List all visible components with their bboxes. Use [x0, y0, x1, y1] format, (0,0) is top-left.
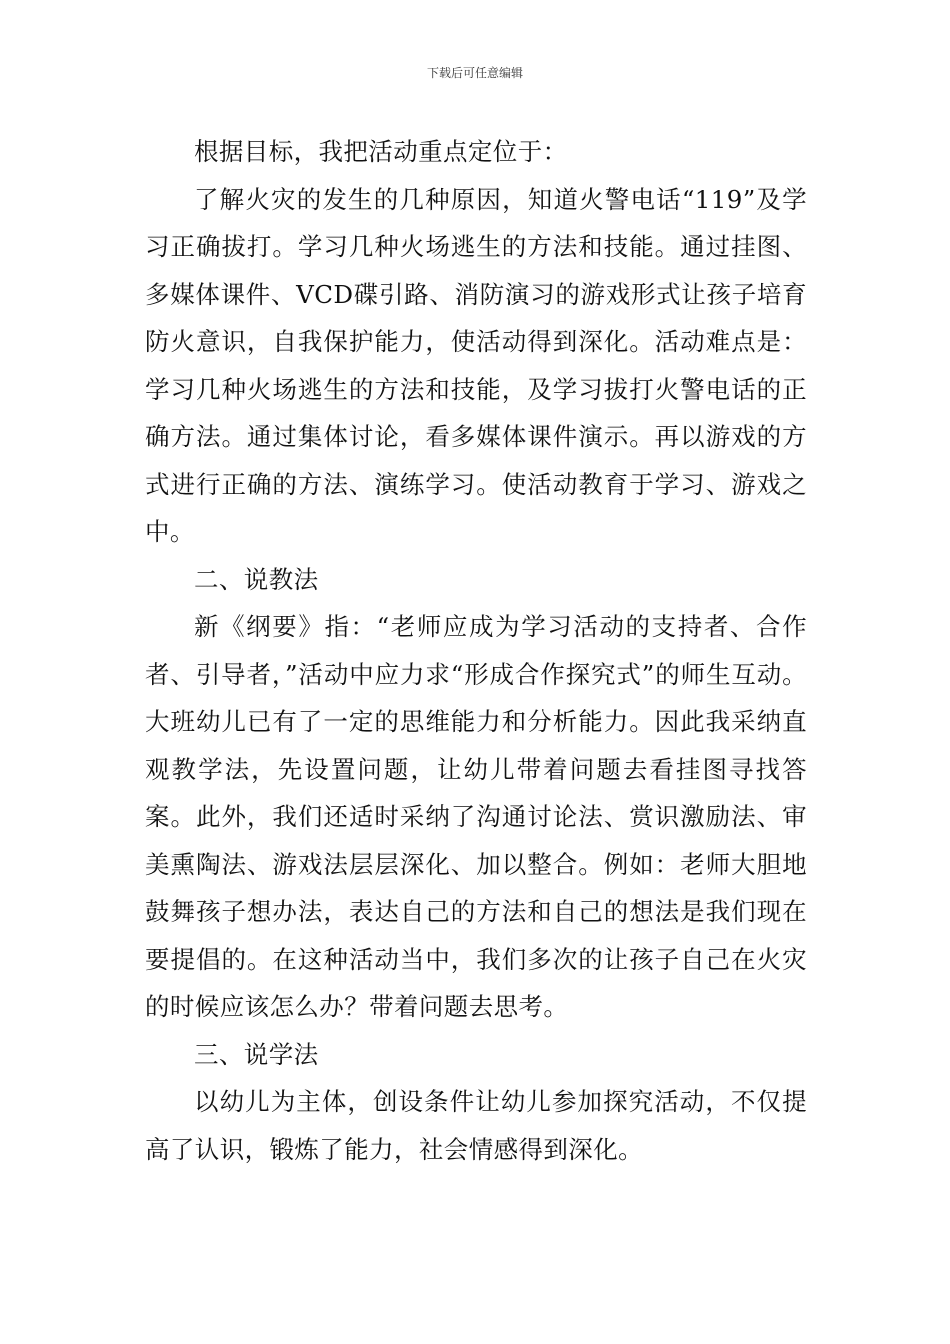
- section-heading-teaching-method: 二、说教法: [194, 564, 319, 594]
- page-header-note: 下载后可任意编辑: [426, 66, 523, 80]
- paragraph-key-points-intro: 根据目标，我把活动重点定位于：: [194, 137, 568, 166]
- paragraph-learning-method: 以幼儿为主体，创设条件让幼儿参加探究活动，不仅提高了认识，锻炼了能力，社会情感得到深化。: [145, 1087, 807, 1164]
- paragraph-teaching-method: 新《纲要》指：“老师应成为学习活动的支持者、合作者、引导者，”活动中应力求“形成合作探究式”的师生互动。大班幼儿已有了一定的思维能力和分析能力。因此我采纳直观教学法，先设置问题，让幼儿带着问题去看挂图寻找答案。此外，我们还适时采纳了沟通讨论法、赏识激励法、审美熏陶法、游戏法层层深化、加以整合。例如：老师大胆地鼓舞孩子想办法，表达自己的方法和自己的想法是我们现在要提倡的。在这种活动当中，我们多次的让孩子自己在火灾的时候应该怎么办？带着问题去思考。: [145, 612, 807, 1021]
- document-body: [145, 128, 807, 1173]
- paragraph-key-points-detail: 了解火灾的发生的几种原因，知道火警电话“119”及学习正确拔打。学习几种火场逃生的方法和技能。通过挂图、多媒体课件、VCD碟引路、消防演习的游戏形式让孩子培育防火意识，自我保护能力，使活动得到深化。活动难点是：学习几种火场逃生的方法和技能，及学习拔打火警电话的正确方法。通过集体讨论，看多媒体课件演示。再以游戏的方式进行正确的方法、演练学习。使活动教育于学习、游戏之中。: [145, 184, 807, 546]
- section-heading-learning-method: 三、说学法: [194, 1039, 319, 1069]
